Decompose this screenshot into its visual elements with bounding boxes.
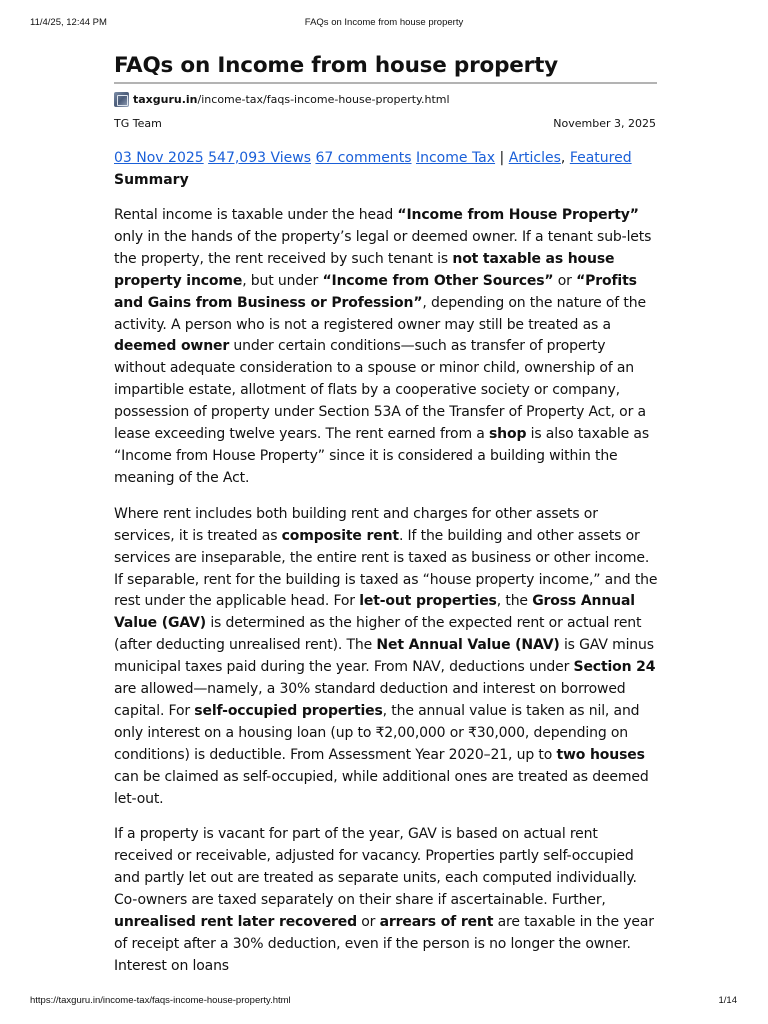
print-url: https://taxguru.in/income-tax/faqs-income-house-property.html xyxy=(30,995,291,1006)
text: only in the hands of the property’s legal or deemed owner. If a tenant sub-lets the property, the rent received by such tenant is xyxy=(114,228,652,267)
text: Rental income is taxable under the head xyxy=(114,207,398,223)
date-link[interactable]: 03 Nov 2025 xyxy=(114,150,204,166)
comments-link[interactable]: 67 comments xyxy=(315,150,412,166)
print-page-title: FAQs on Income from house property xyxy=(304,17,464,28)
text: is determined as the higher of the expected rent or actual rent (after deducting unrealised rent). The xyxy=(114,615,642,654)
source-path: /income-tax/faqs-income-house-property.html xyxy=(197,92,450,106)
bold-text: shop xyxy=(488,426,527,443)
bold-text: not taxable as house property income xyxy=(114,250,615,289)
meta-links xyxy=(114,148,658,168)
text: is also taxable as “Income from House Property” since it is considered a building within the meaning of the Act. xyxy=(114,426,649,486)
text: under certain conditions—such as transfer of property without adequate consideration to a spouse or minor child, ownership of an impartible estate, allotment of flats by a cooperative society or company, possession of property under Section 53A of the Transfer of Property Act, or a lease exceeding twelve years. The rent earned from a xyxy=(114,338,646,443)
print-header xyxy=(0,17,768,31)
print-footer xyxy=(0,995,768,1009)
print-datetime: 11/4/25, 12:44 PM xyxy=(30,17,107,28)
text: can be claimed as self-occupied, while additional ones are treated as deemed let-out. xyxy=(114,768,649,807)
bold-text: two houses xyxy=(556,746,645,763)
bold-text: “Profits and Gains from Business or Profession” xyxy=(114,272,637,311)
source-domain: taxguru.in xyxy=(133,92,198,106)
category-link-featured[interactable]: Featured xyxy=(569,150,632,166)
text: If a property is vacant for part of the year, GAV is based on actual rent received or receivable, adjusted for vacancy. Properties partly self-occupied and partly let out are treated as separate units, each computed individually. Co-owners are taxed separately on their share if ascertainable. Further, xyxy=(114,826,637,909)
title-divider xyxy=(114,82,657,84)
text: is GAV minus municipal taxes paid during the year. From NAV, deductions under xyxy=(114,637,654,676)
text: are allowed—namely, a 30% standard deduction and interest on borrowed capital. For xyxy=(114,681,626,719)
text: , the annual value is taken as nil, and only interest on a housing loan (up to ₹2,00,000 or ₹30,000, depending on conditions) is deductible. From Assessment Year 2020–21, up to xyxy=(114,702,640,763)
text: . If the building and other assets or services are inseparable, the entire rent is taxed as business or other income. If separable, rent for the building is taxed as “house property income,” and the rest under the applicable head. For xyxy=(114,527,658,610)
bold-text: Section 24 xyxy=(573,659,656,676)
category-link-articles[interactable]: Articles xyxy=(508,150,561,166)
author: TG Team xyxy=(114,117,162,130)
text: or xyxy=(553,272,577,289)
text: or xyxy=(356,914,380,931)
category-link-income-tax[interactable]: Income Tax xyxy=(415,150,496,166)
text: are taxable in the year of receipt after a 30% deduction, even if the person is no longer the owner. Interest on loans xyxy=(114,914,654,974)
bold-text: “Income from House Property” xyxy=(397,207,639,223)
bold-text: deemed owner xyxy=(114,338,230,355)
bold-text: let-out properties xyxy=(359,593,497,610)
text: , the xyxy=(496,593,533,610)
publish-date: November 3, 2025 xyxy=(553,117,656,130)
text: , but under xyxy=(242,272,323,289)
summary-paragraph-1 xyxy=(114,205,658,490)
text: , depending on the nature of the activity. A person who is not a registered owner may still be treated as a xyxy=(114,294,646,333)
source-link[interactable] xyxy=(114,90,658,108)
bold-text: arrears of rent xyxy=(379,914,494,931)
bold-text: Gross Annual Value (GAV) xyxy=(114,593,635,632)
bold-text: “Income from Other Sources” xyxy=(322,272,554,289)
summary-paragraph-2 xyxy=(114,504,658,811)
article-title: FAQs on Income from house property xyxy=(114,53,558,78)
site-favicon-icon xyxy=(114,92,129,107)
link-comma: , xyxy=(560,150,566,166)
summary-paragraph-3 xyxy=(114,824,658,977)
bold-text: self-occupied properties xyxy=(194,702,383,719)
summary-heading: Summary xyxy=(114,172,189,188)
print-page-number: 1/14 xyxy=(718,995,737,1006)
article-meta xyxy=(114,117,658,133)
text: Where rent includes both building rent and charges for other assets or services, it is treated as xyxy=(114,505,598,544)
bold-text: composite rent xyxy=(281,527,399,544)
link-separator: | xyxy=(499,150,505,166)
bold-text: unrealised rent later recovered xyxy=(114,914,357,931)
views-link[interactable]: 547,093 Views xyxy=(208,150,311,166)
article xyxy=(114,52,658,978)
bold-text: Net Annual Value (NAV) xyxy=(376,637,560,654)
